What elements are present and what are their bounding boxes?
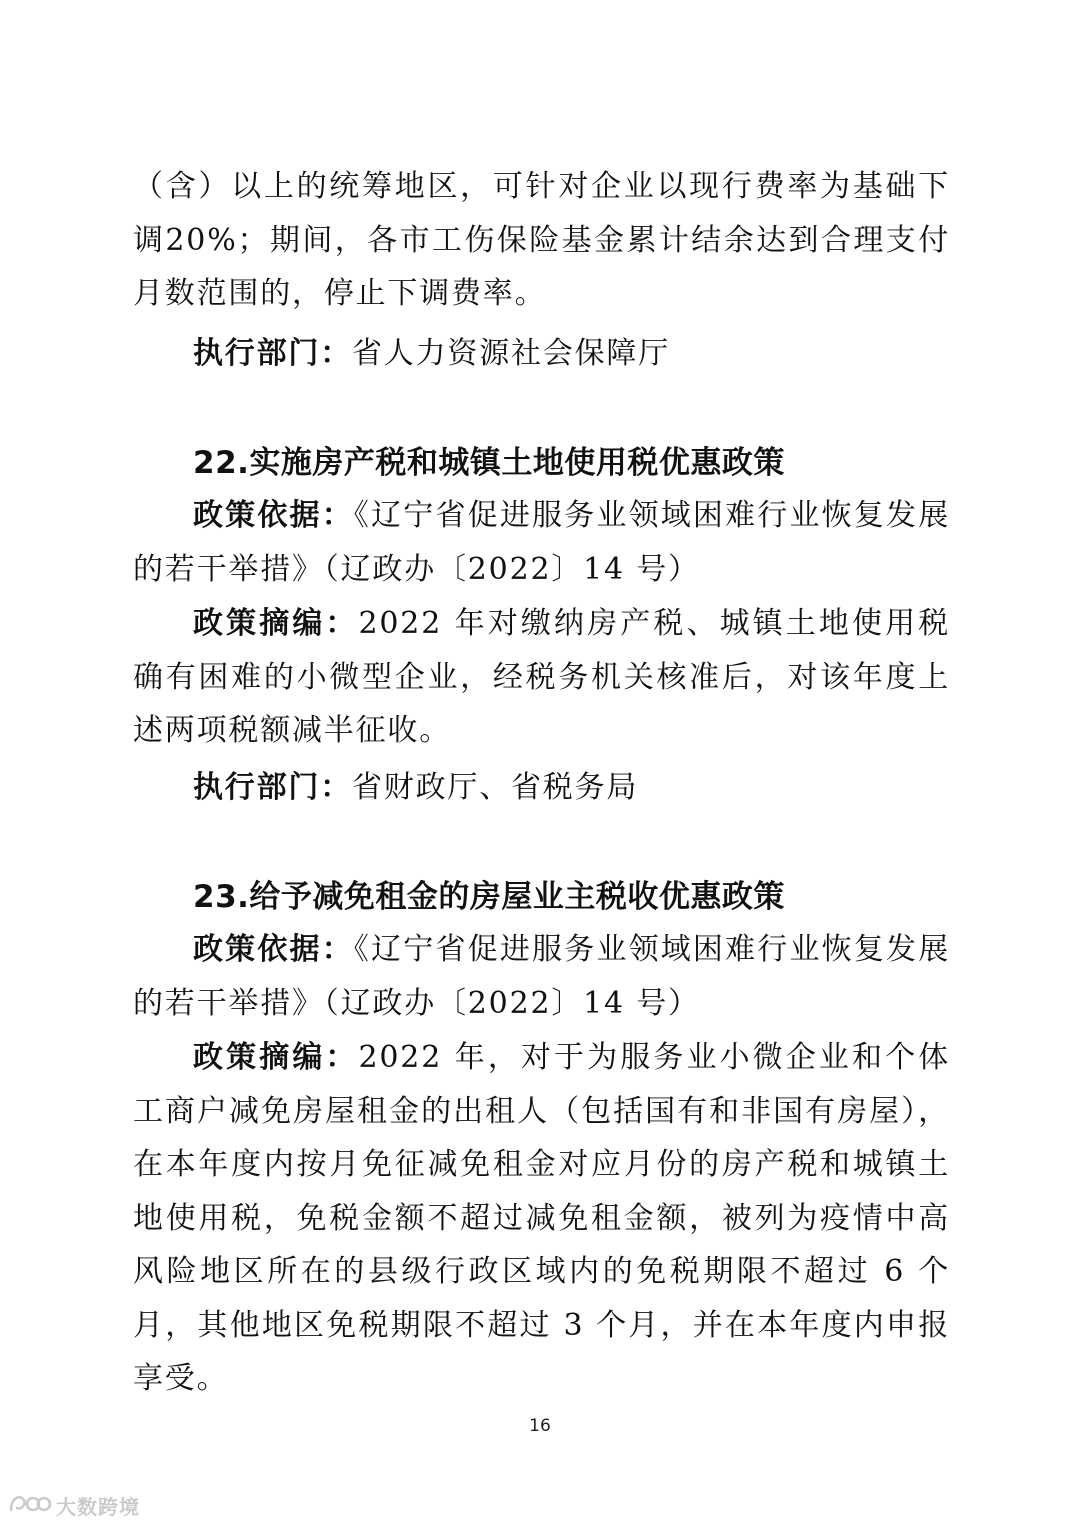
section-22-dept xyxy=(133,761,950,815)
excerpt-label: 政策摘编： xyxy=(193,606,359,641)
section-23-excerpt xyxy=(133,1031,950,1406)
brand-logo-icon xyxy=(8,1490,56,1521)
continuation-dept-line xyxy=(133,327,950,381)
dept-value: 省人力资源社会保障厅 xyxy=(352,336,670,371)
watermark-text: 大数跨境 xyxy=(56,1494,140,1519)
basis-value: 《辽宁省促进服务业领域困难行业恢复发展的若干举措》（辽政办〔2022〕14 号） xyxy=(133,932,951,1021)
page-number: 16 xyxy=(529,1416,551,1436)
watermark xyxy=(8,1490,140,1520)
dept-label: 执行部门： xyxy=(193,770,352,805)
excerpt-value: 2022 年对缴纳房产税、城镇土地使用税确有困难的小微型企业，经税务机关核准后，对该年度上述两项税额减半征收。 xyxy=(133,606,950,748)
section-23-title: 23.给予减免租金的房屋业主税收优惠政策 xyxy=(193,879,785,915)
section-22-basis xyxy=(133,489,950,596)
section-23-basis xyxy=(133,923,950,1030)
basis-label: 政策依据： xyxy=(193,498,354,533)
basis-label: 政策依据： xyxy=(193,932,354,967)
continuation-paragraph: （含）以上的统筹地区，可针对企业以现行费率为基础下调20%；期间，各市工伤保险基金累计结余达到合理支付月数范围的，停止下调费率。 xyxy=(133,169,950,311)
dept-label: 执行部门： xyxy=(193,336,352,371)
section-22-excerpt xyxy=(133,597,950,758)
basis-value: 《辽宁省促进服务业领域困难行业恢复发展的若干举措》（辽政办〔2022〕14 号） xyxy=(133,498,951,587)
dept-value: 省财政厅、省税务局 xyxy=(352,770,639,805)
excerpt-label: 政策摘编： xyxy=(193,1040,359,1075)
excerpt-value: 2022 年，对于为服务业小微企业和个体工商户减免房屋租金的出租人（包括国有和非国有房屋），在本年度内按月免征减免租金对应月份的房产税和城镇土地使用税，免税金额不超过减免租金额，被列为疫情中高风险地区所在的县级行政区域内的免税期限不超过 6 个月，其他地区免税期限不超过 3 个月，并在本年度内申报享受。 xyxy=(133,1040,950,1396)
section-22-title: 22.实施房产税和城镇土地使用税优惠政策 xyxy=(193,445,785,481)
